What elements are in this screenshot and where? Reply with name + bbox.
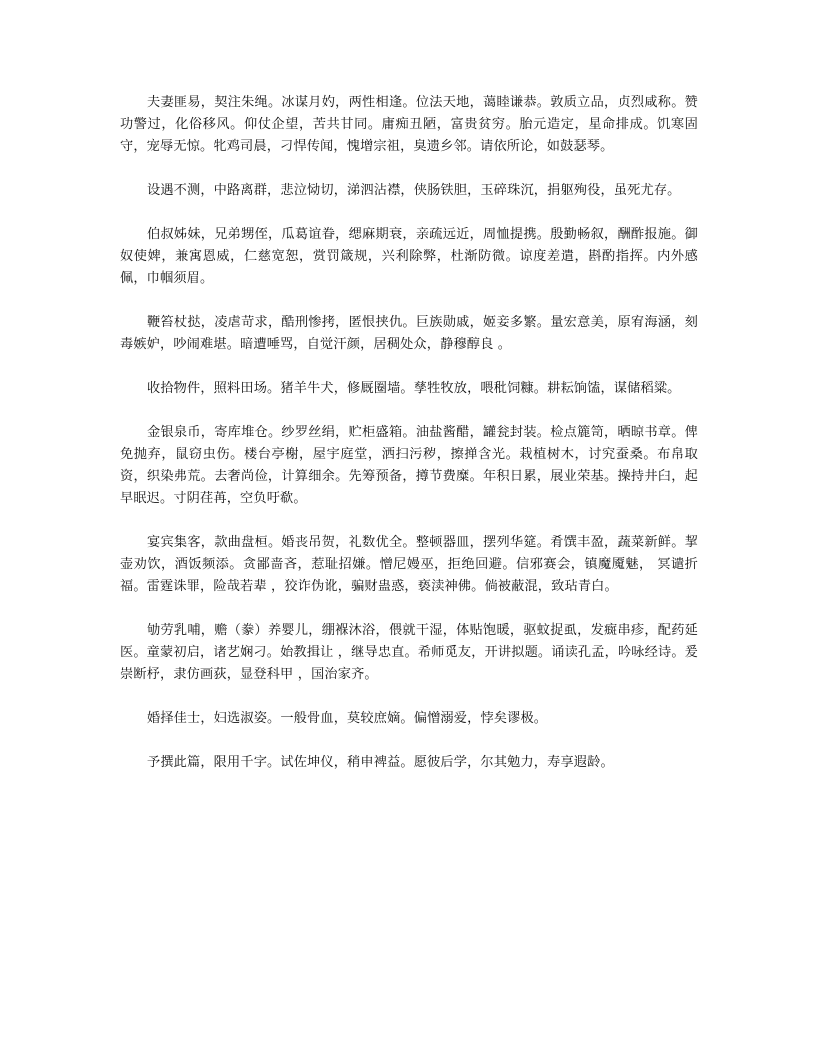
document-body: [120, 92, 698, 796]
paragraph-7: 宴宾集客，款曲盘桓。婚丧吊贺，礼数优全。整顿器皿，摆列华筵。肴馔丰盈，蔬菜新鲜。挈壶劝饮，酒饭频添。贪鄙啬吝，惹耻招嫌。憎尼嫚巫，拒绝回避。信邪赛会，镇魔魇魅， 冥谴折福。雷霆诛罪，险哉若辈 ，狡诈伪讹，骗财蛊惑，亵渎神佛。倘被蔽混，致玷青白。: [120, 535, 698, 594]
paragraph-2: 设遇不测，中路离群，悲泣恸切，涕泗沾襟，侠肠铁胆，玉碎珠沉，捐躯殉役，虽死尤存。: [147, 183, 681, 198]
paragraph-6: 金银泉币，寄库堆仓。纱罗丝绢，贮柜盛箱。油盐酱醋，罐瓮封装。检点簏笥，晒晾书章。俾免抛弃，鼠窃虫伤。楼台亭榭，屋宇庭堂，洒扫污秽，擦掸含光。栽植树木，讨究蚕桑。布帛取资，织染弗荒。去奢尚俭，计算细余。先筹预备，撙节费糜。年积日累，展业荣基。操持井臼，起早眠迟。寸阴荏苒，空负吁欷。: [120, 425, 698, 506]
paragraph-5: 收拾物件，照料田场。猪羊牛犬，修厩圈墙。孳牲牧放，喂秕饲糠。耕耘饷馌，谋储稻粱。: [147, 381, 681, 396]
paragraph-9: 婚择佳士，妇选淑姿。一般骨血，莫较庶嫡。偏憎溺爱，悖矣谬极。: [147, 711, 548, 726]
paragraph-1: 夫妻匪易，契注朱绳。冰谋月妁，两性相逢。位法天地，蔼睦谦恭。敦质立品，贞烈咸称。赞功警过，化俗移风。仰仗企望，苦共甘同。庸痴丑陋，富贵贫穷。胎元造定，星命排成。饥寒固守，宠辱无惊。牝鸡司晨，刁悍传闻，愧增宗祖，臭遗乡邻。请依所论，如鼓瑟琴。: [120, 95, 698, 154]
paragraph-8: 劬劳乳哺，赡（豢）养婴儿，绷褓沐浴，偎就干湿，体贴饱暖，驱蚊捉虱，发癍串疹，配药延医。童蒙初启，诸艺娴刁。始教揖让 ，继导忠直。希师觅友，开讲拟题。诵读孔孟，吟咏经诗。爰崇断杼，隶仿画荻，显登科甲 ，国治家齐。: [120, 623, 698, 682]
paragraph-3: 伯叔姊妹，兄弟甥侄，瓜葛谊眷，缌麻期衰，亲疏远近，周恤提携。殷勤畅叙，酬酢报施。御奴使婢，兼寓恩威，仁慈宽恕，赏罚箴规，兴利除弊，杜渐防微。谅度差遣，斟酌指挥。内外感佩，巾帼须眉。: [120, 227, 698, 286]
paragraph-4: 鞭笞杖挞，凌虐苛求，酷刑惨拷，匿恨挟仇。巨族勋戚，姬妾多繁。量宏意美，原宥海涵，刻毒嫉妒，吵闹难堪。暗遭唾骂，自觉汗颜，居稠处众，静穆醇良 。: [120, 315, 698, 352]
paragraph-10: 予撰此篇，限用千字。试佐坤仪，稍申裨益。愿彼后学，尔其勉力，寿享遐龄。: [147, 755, 614, 770]
